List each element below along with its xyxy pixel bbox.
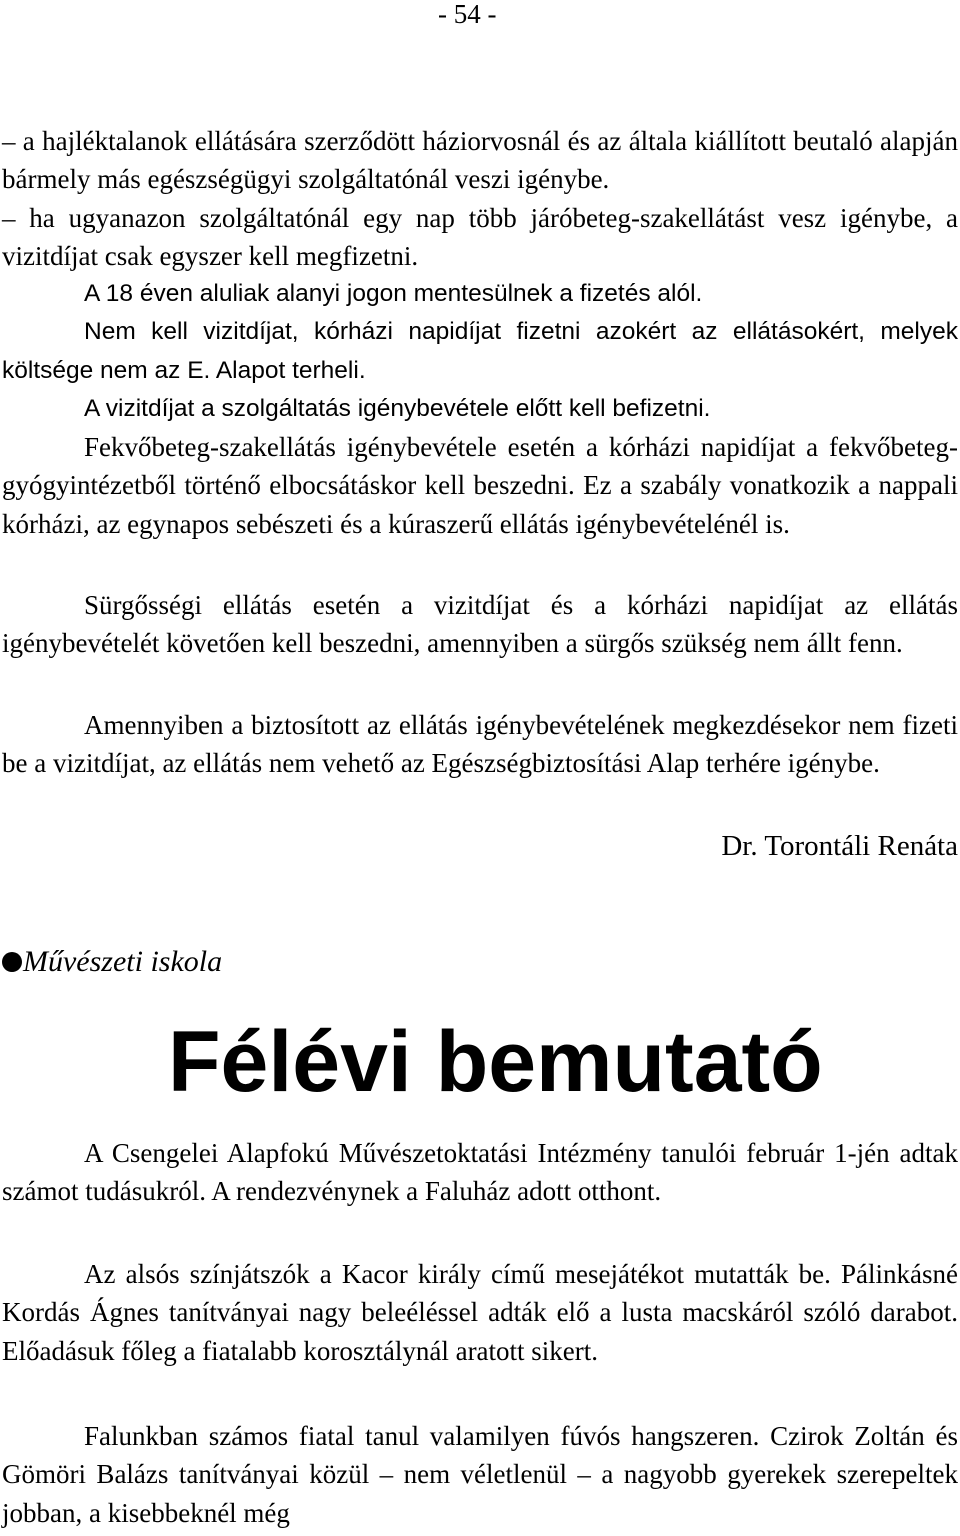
sans-paragraph: Nem kell vizitdíjat, kórházi napidíjat fizetni azokért az ellátásokért, melyek költsége nem az E. Alapot terheli.	[2, 318, 958, 384]
bullet-icon	[2, 952, 22, 972]
paragraph: Falunkban számos fiatal tanul valamilyen fúvós hangszeren. Czirok Zoltán és Gömöri Balázs tanítványai közül – nem véletlenül – a nagyobb gyerekek szerepeltek jobban, a kisebbeknél még	[2, 1421, 958, 1528]
health-article-body	[2, 586, 958, 663]
section-label-text: Művészeti iskola	[23, 945, 223, 978]
art-article-body	[2, 1417, 958, 1532]
health-article-body	[2, 428, 958, 543]
sans-paragraph: A 18 éven aluliak alanyi jogon mentesülnek a fizetés alól.	[84, 280, 703, 308]
article-headline: Félévi bemutató	[168, 1014, 823, 1110]
author-signature: Dr. Torontáli Renáta	[721, 830, 958, 862]
paragraph: A Csengelei Alapfokú Művészetoktatási Intézmény tanulói február 1-jén adtak számot tudásukról. A rendezvénynek a Faluház adott otthont.	[2, 1138, 958, 1207]
health-article-body	[2, 706, 958, 783]
bullet-item: – a hajléktalanok ellátására szerződött háziorvosnál és az általa kiállított beutaló alapján bármely más egészségügyi szolgáltatónál veszi igénybe.	[2, 126, 958, 195]
paragraph: Az alsós színjátszók a Kacor király című mesejátékot mutatták be. Pálinkásné Kordás Ágnes tanítványai nagy beleéléssel adták elő a lusta macskáról szóló darabot. Előadásuk főleg a fiatalabb korosztálynál aratott sikert.	[2, 1259, 958, 1366]
paragraph: Amennyiben a biztosított az ellátás igénybevételének megkezdésekor nem fizeti be a vizitdíjat, az ellátás nem vehető az Egészségbiztosítási Alap terhére igénybe.	[2, 710, 958, 779]
sans-paragraph: A vizitdíjat a szolgáltatás igénybevétele előtt kell befizetni.	[84, 395, 711, 423]
section-label	[2, 942, 222, 982]
bullet-item: – ha ugyanazon szolgáltatónál egy nap több járóbeteg-szakellátást vesz igénybe, a vizitdíjat csak egyszer kell megfizetni.	[2, 202, 958, 271]
page-number: - 54 -	[438, 0, 497, 29]
health-article	[2, 122, 958, 428]
art-article-body	[2, 1255, 958, 1370]
art-article-body	[2, 1134, 958, 1211]
paragraph: Sürgősségi ellátás esetén a vizitdíjat és a kórházi napidíjat az ellátás igénybevételét követően kell beszedni, amennyiben a sürgős szükség nem állt fenn.	[2, 590, 958, 659]
paragraph: Fekvőbeteg-szakellátás igénybevétele esetén a kórházi napidíjat a fekvőbeteg-gyógyintézetből történő elbocsátáskor kell beszedni. Ez a szabály vonatkozik a nappali kórházi, az egynapos sebészeti és a kúraszerű ellátás igénybevételénél is.	[2, 432, 958, 539]
